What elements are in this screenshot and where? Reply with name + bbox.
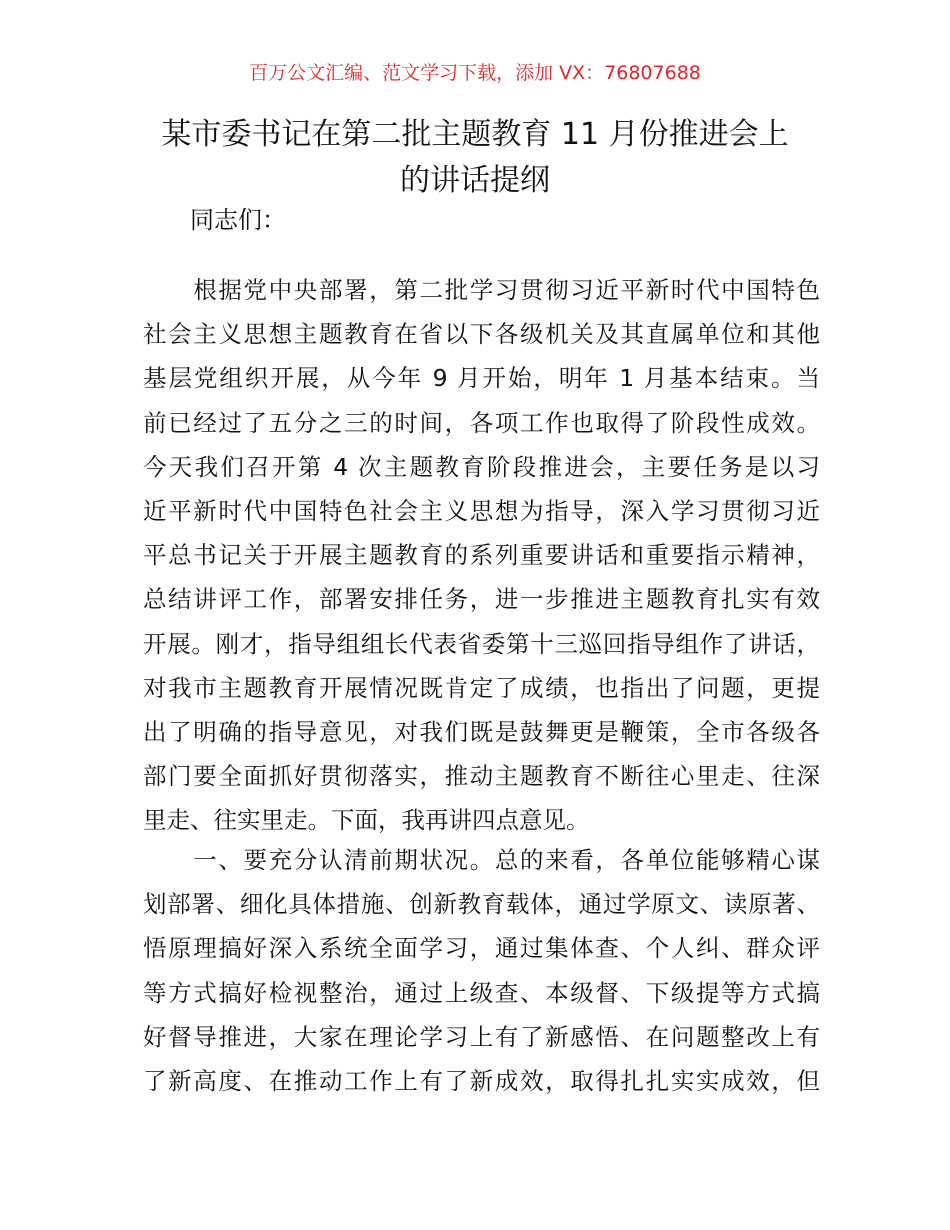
document-title xyxy=(100,112,850,204)
text-line: 悟原理搞好深入系统全面学习，通过集体查、个人纠、群众评 xyxy=(143,934,820,963)
text-line: 对我市主题教育开展情况既肯定了成绩，也指出了问题，更提 xyxy=(143,673,820,702)
text-line: 平总书记关于开展主题教育的系列重要讲话和重要指示精神， xyxy=(143,541,820,570)
paragraph-1 xyxy=(143,268,820,842)
text-line: 开展。刚才，指导组组长代表省委第十三巡回指导组作了讲话， xyxy=(143,629,820,658)
text-line: 等方式搞好检视整治，通过上级查、本级督、下级提等方式搞 xyxy=(143,978,820,1007)
text-line: 总结讲评工作，部署安排任务，进一步推进主题教育扎实有效 xyxy=(143,585,820,614)
text-line: 好督导推进，大家在理论学习上有了新感悟、在问题整改上有 xyxy=(143,1022,820,1051)
watermark-banner: 百万公文汇编、范文学习下载，添加 VX：76807688 xyxy=(249,62,701,84)
text-line: 划部署、细化具体措施、创新教育载体，通过学原文、读原著、 xyxy=(143,890,820,919)
title-line: 的讲话提纲 xyxy=(400,163,550,198)
text-line: 社会主义思想主题教育在省以下各级机关及其直属单位和其他 xyxy=(143,320,820,349)
text-line: 今天我们召开第 4 次主题教育阶段推进会，主要任务是以习 xyxy=(143,452,820,481)
text-line: 一、要充分认清前期状况。总的来看，各单位能够精心谋 xyxy=(143,846,820,874)
title-line: 某市委书记在第二批主题教育 11 月份推进会上 xyxy=(161,117,789,152)
text-line: 了新高度、在推动工作上有了新成效，取得扎扎实实成效，但 xyxy=(143,1066,820,1095)
text-line: 根据党中央部署，第二批学习贯彻习近平新时代中国特色 xyxy=(143,276,820,304)
paragraph-2 xyxy=(143,838,820,1103)
text-line: 部门要全面抓好贯彻落实，推动主题教育不断往心里走、往深 xyxy=(143,762,820,791)
text-line: 出了明确的指导意见，对我们既是鼓舞更是鞭策，全市各级各 xyxy=(143,717,820,746)
text-line: 近平新时代中国特色社会主义思想为指导，深入学习贯彻习近 xyxy=(143,496,820,525)
text-line: 基层党组织开展，从今年 9 月开始，明年 1 月基本结束。当 xyxy=(143,364,820,393)
text-line: 里走、往实里走。下面，我再讲四点意见。 xyxy=(143,806,590,835)
greeting: 同志们： xyxy=(190,206,286,234)
text-line: 前已经过了五分之三的时间，各项工作也取得了阶段性成效。 xyxy=(143,408,820,437)
